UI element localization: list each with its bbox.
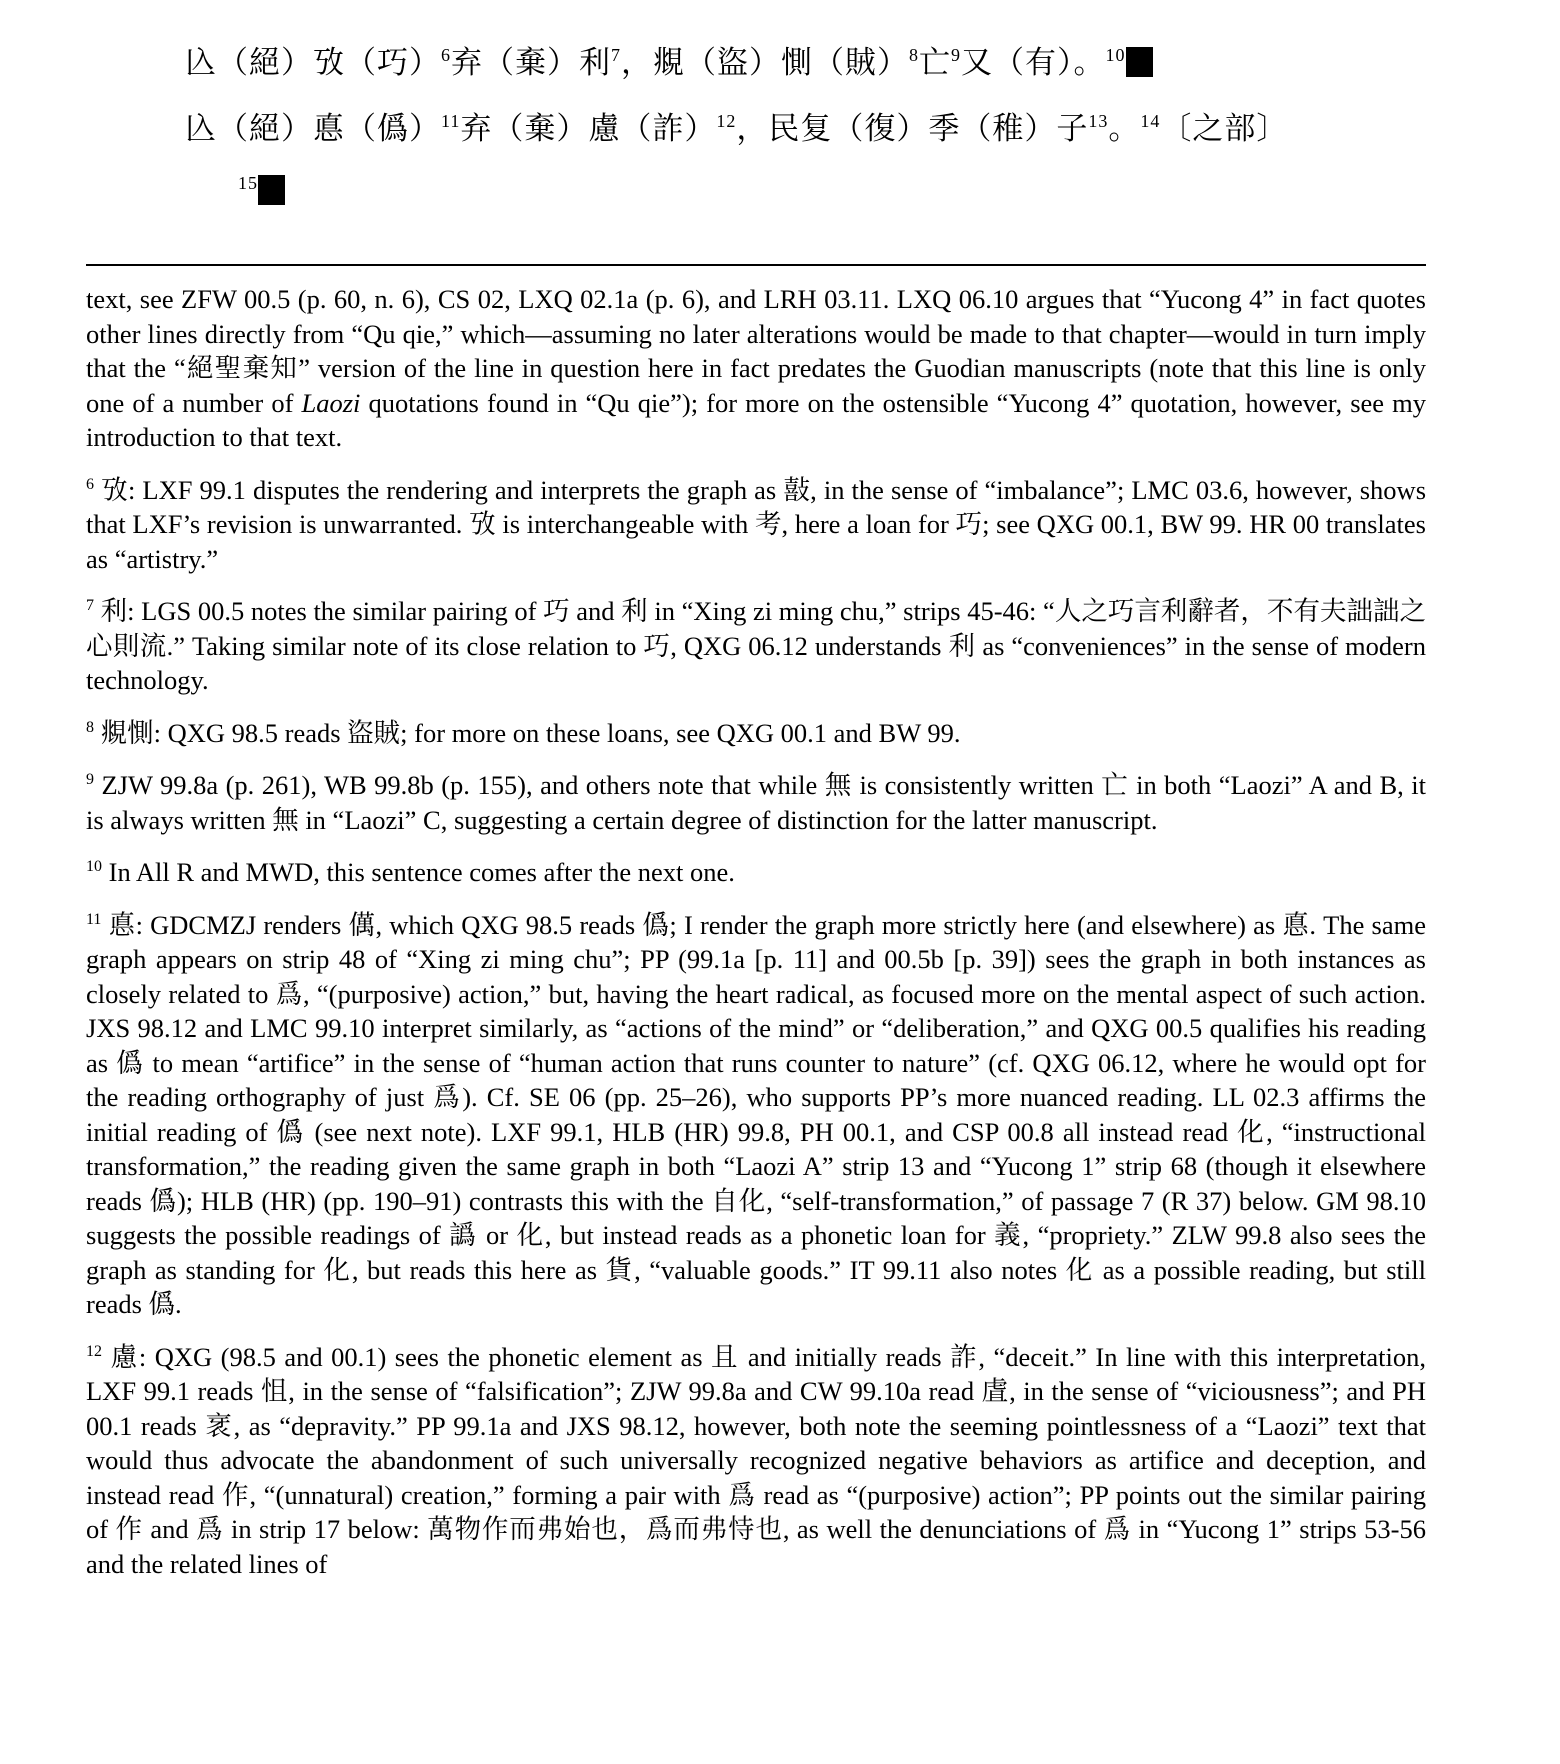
verse-text: 。 xyxy=(1108,111,1141,146)
footnote-8 xyxy=(86,711,1426,751)
footnote-ref[interactable]: 15 xyxy=(238,173,258,193)
verse-line-3 xyxy=(238,163,285,211)
footnote-text: In All R and MWD, this sentence comes after the next one. xyxy=(108,857,735,887)
footnote-ref[interactable]: 14 xyxy=(1140,111,1161,131)
footnote-text: 利: LGS 00.5 notes the similar pairing of 巧 and 利 in “Xing zi ming chu,” strips 45-46: “人之巧言利辭者，不有夫詘詘之心則流.” Taking similar note of its close relation to 巧, QXG 06.12 understands 利 as “conveniences” in the sense of modern technology. xyxy=(86,596,1426,695)
footnote-text: 攷: LXF 99.1 disputes the rendering and interprets the graph as 敼, in the sense of “imbalance”; LMC 03.6, however, shows that LXF’s revision is unwarranted. 攷 is interchangeable with 考, here a loan for 巧; see QXG 00.1, BW 99. HR 00 translates as “artistry.” xyxy=(86,474,1427,574)
verse-text: 兦（絕）攷（巧） xyxy=(185,45,441,80)
footnote-text: ZJW 99.8a (p. 261), WB 99.8b (p. 155), and others note that while 無 is consistently written 亡 in both “Laozi” A and B, it is always written 無 in “Laozi” C, suggesting a certain degree of distinction for the latter manuscript. xyxy=(86,770,1426,835)
footnote-text: 慮: QXG (98.5 and 00.1) sees the phonetic element as 且 and initially reads 詐, “deceit.” In line with this interpretation, LXF 99.1 reads 怚, in the sense of “falsification”; ZJW 99.8a and CW 99.10a read 虘, in the sense of “viciousness”; and PH 00.1 reads 衺, as “depravity.” PP 99.1a and JXS 98.12, however, both note the seeming pointlessness of a “Laozi” text that would thus advocate the abandonment of such universally recognized negative behaviors as artifice and deception, and instead read 作, “(unnatural) creation,” forming a pair with 爲 read as “(purposive) action”; PP points out the similar pairing of 作 and 爲 in strip 17 below: 萬物作而弗始也，爲而弗恃也, as well the denunciations of 爲 in “Yucong 1” strips 53-56 and the related lines of xyxy=(86,1341,1426,1579)
footnote-number: 6 xyxy=(86,475,94,493)
footnote-ref[interactable]: 7 xyxy=(611,45,621,65)
footnote-text: quotations found in “Qu qie”); for more on the ostensible “Yucong 4” quotation, however, see my introduction to that text. xyxy=(86,387,1426,452)
footnote-number: 7 xyxy=(86,597,94,614)
footnote-text: 覜惻: QXG 98.5 reads 盜賊; for more on these loans, see QXG 00.1 and BW 99. xyxy=(100,717,961,748)
verse-text: 又（有）。 xyxy=(961,45,1106,80)
footnote-ref[interactable]: 9 xyxy=(951,45,961,65)
footnote-number: 9 xyxy=(86,771,94,788)
italic-title: Laozi xyxy=(301,387,361,418)
footnote-7 xyxy=(86,589,1426,698)
footnote-separator xyxy=(86,264,1426,266)
footnote-10 xyxy=(86,850,1426,890)
footnote-9 xyxy=(86,763,1426,837)
footnote-ref[interactable]: 11 xyxy=(441,111,461,131)
footnote-ref[interactable]: 10 xyxy=(1105,45,1126,65)
footnote-ref[interactable]: 13 xyxy=(1088,111,1109,131)
verse-text: 亡 xyxy=(919,45,951,80)
footnote-text: 悳: GDCMZJ renders 㒖, which QXG 98.5 reads 僞; I render the graph more strictly here (and elsewhere) as 悳. The same graph appears on strip 48 of “Xing zi ming chu”; PP (99.1a [p. 11] and 00.5b [p. 39]) sees the graph in both instances as closely related to 爲, “(purposive) action,” but, having the heart radical, as focused more on the mental aspect of such action. JXS 98.12 and LMC 99.10 interpret similarly, as “actions of the mind” or “deliberation,” and QXG 00.5 qualifies his reading as 僞 to mean “artifice” in the sense of “human action that runs counter to nature” (cf. QXG 06.12, where he would opt for the reading orthography of just 爲). Cf. SE 06 (pp. 25–26), who supports PP’s more nuanced reading. LL 02.3 affirms the initial reading of 僞 (see next note). LXF 99.1, HLB (HR) 99.8, PH 00.1, and CSP 00.8 all instead read 化, “instructional transformation,” the reading given the same graph in both “Laozi A” strip 13 and “Yucong 1” strip 68 (though it elsewhere reads 僞); HLB (HR) (pp. 190–91) contrasts this with the 自化, “self-transformation,” of passage 7 (R 37) below. GM 98.10 suggests the possible readings of 譌 or 化, but instead reads as a phonetic loan for 義, “propriety.” ZLW 99.8 also sees the graph as standing for 化, but reads this here as 貨, “valuable goods.” IT 99.11 also notes 化 as a possible reading, but still reads 僞. xyxy=(86,909,1426,1319)
footnote-text: text, see ZFW 00.5 (p. 60, n. 6), CS 02, LXQ 02.1a (p. 6), and LRH 03.11. LXQ 06.10 argues that “Yucong 4” in fact quotes other lines directly from “Qu qie,” which—assuming no later alterations would be made to that chapter—would in turn imply that the “絕聖棄知” version of the line in question here in fact predates the Guodian manuscripts (note that this line is only one of a number of xyxy=(86,284,1426,418)
verse-text: 弃（棄）慮（詐） xyxy=(460,111,717,146)
end-block-marker xyxy=(1126,47,1153,77)
footnote-6 xyxy=(86,468,1426,577)
rhyme-group-label: 〔之部〕 xyxy=(1160,111,1289,146)
footnote-ref[interactable]: 6 xyxy=(441,45,451,65)
verse-text: ，民复（復）季（稚）子 xyxy=(736,111,1089,146)
footnote-number: 12 xyxy=(86,1342,102,1360)
verse-line-1 xyxy=(185,35,1153,83)
footnote-number: 11 xyxy=(86,910,102,928)
footnotes xyxy=(86,282,1426,1594)
footnote-continuation xyxy=(86,282,1426,455)
verse-text: 兦（絕）悳（僞） xyxy=(185,111,441,146)
footnote-number: 10 xyxy=(86,858,102,875)
footnote-ref[interactable]: 12 xyxy=(716,111,737,131)
footnote-ref[interactable]: 8 xyxy=(909,45,919,65)
verse-line-2 xyxy=(185,101,1288,149)
end-block-marker xyxy=(258,175,285,205)
verse-text: ，覜（盜）惻（賊） xyxy=(621,45,909,80)
footnote-number: 8 xyxy=(86,718,94,736)
footnote-11 xyxy=(86,903,1426,1322)
footnote-12 xyxy=(86,1335,1426,1582)
verse-text: 弃（棄）利 xyxy=(451,45,611,80)
